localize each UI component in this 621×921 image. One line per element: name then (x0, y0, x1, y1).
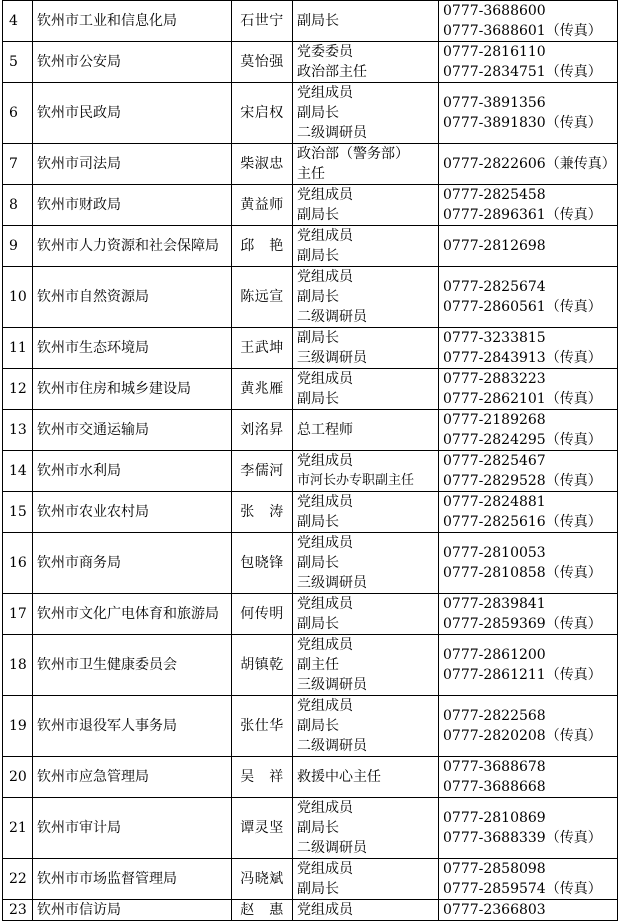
phone-cell (439, 42, 618, 83)
title-line: 副局长 (297, 820, 339, 836)
title-line: 副局长 (297, 248, 339, 264)
title-line: 二级调研员 (297, 309, 367, 325)
title-line: 二级调研员 (297, 125, 367, 141)
title-line: 副局长 (297, 289, 339, 305)
phone-line: 0777-2822606（兼传真） (443, 156, 616, 172)
contact-table (2, 0, 618, 921)
title-cell (293, 226, 439, 267)
table-row (3, 1, 618, 42)
phone-line: 0777-2189268 (443, 412, 546, 428)
table-row (3, 696, 618, 757)
phone-line: 0777-3688678 (443, 759, 546, 775)
title-cell (293, 328, 439, 369)
title-cell (293, 798, 439, 859)
row-number-cell: 13 (3, 410, 33, 451)
phone-cell (439, 144, 618, 185)
table-row (3, 42, 618, 83)
person-name-cell: 邱 艳 (232, 226, 293, 267)
phone-line: 0777-2834751（传真） (443, 64, 602, 80)
person-name-cell: 张仕华 (232, 696, 293, 757)
row-number-cell: 20 (3, 757, 33, 798)
phone-cell (439, 859, 618, 900)
unit-name-cell: 钦州市工业和信息化局 (33, 1, 232, 42)
phone-line: 0777-2825467 (443, 453, 546, 469)
unit-name-cell: 钦州市司法局 (33, 144, 232, 185)
phone-cell (439, 83, 618, 144)
title-line: 党组成员 (297, 269, 353, 285)
table-row (3, 900, 618, 921)
phone-line: 0777-2883223 (443, 371, 546, 387)
unit-name-cell: 钦州市人力资源和社会保障局 (33, 226, 232, 267)
row-number-cell: 16 (3, 533, 33, 594)
title-cell (293, 83, 439, 144)
title-line: 总工程师 (297, 422, 353, 438)
person-name-cell: 谭灵坚 (232, 798, 293, 859)
unit-name-cell: 钦州市文化广电体育和旅游局 (33, 594, 232, 635)
title-line: 副局长 (297, 330, 339, 346)
title-line: 副局长 (297, 207, 339, 223)
phone-line: 0777-2824881 (443, 494, 546, 510)
title-line: 副局长 (297, 555, 339, 571)
phone-line: 0777-3688600 (443, 3, 546, 19)
phone-line: 0777-2810053 (443, 545, 546, 561)
table-row (3, 369, 618, 410)
phone-cell (439, 900, 618, 921)
title-line: 主任 (297, 166, 325, 182)
person-name-cell: 莫怡强 (232, 42, 293, 83)
table-row (3, 226, 618, 267)
table-row (3, 83, 618, 144)
title-cell (293, 492, 439, 533)
phone-cell (439, 533, 618, 594)
phone-line: 0777-2859574（传真） (443, 881, 602, 897)
table-row (3, 757, 618, 798)
unit-name-cell: 钦州市信访局 (33, 900, 232, 921)
person-name-cell: 冯晓斌 (232, 859, 293, 900)
row-number-cell: 5 (3, 42, 33, 83)
table-row (3, 492, 618, 533)
phone-line: 0777-2810858（传真） (443, 565, 602, 581)
title-line: 三级调研员 (297, 575, 367, 591)
title-line: 党组成员 (297, 800, 353, 816)
unit-name-cell: 钦州市公安局 (33, 42, 232, 83)
person-name-cell: 黄兆雁 (232, 369, 293, 410)
phone-line: 0777-3891830（传真） (443, 115, 602, 131)
row-number-cell: 23 (3, 900, 33, 921)
row-number-cell: 10 (3, 267, 33, 328)
table-row (3, 267, 618, 328)
table-row (3, 859, 618, 900)
title-line: 党组成员 (297, 228, 353, 244)
unit-name-cell: 钦州市交通运输局 (33, 410, 232, 451)
person-name-cell: 陈远宣 (232, 267, 293, 328)
phone-line: 0777-2825616（传真） (443, 514, 602, 530)
title-line: 党组成员 (297, 596, 353, 612)
title-line: 党组成员 (297, 637, 353, 653)
title-cell (293, 696, 439, 757)
title-cell (293, 635, 439, 696)
unit-name-cell: 钦州市民政局 (33, 83, 232, 144)
phone-line: 0777-2839841 (443, 596, 546, 612)
title-line: 三级调研员 (297, 677, 367, 693)
unit-name-cell: 钦州市商务局 (33, 533, 232, 594)
title-line: 二级调研员 (297, 738, 367, 754)
title-line: 党组成员 (297, 453, 353, 469)
title-line: 党组成员 (297, 861, 353, 877)
title-line: 副主任 (297, 657, 339, 673)
phone-line: 0777-2861200 (443, 647, 546, 663)
unit-name-cell: 钦州市市场监督管理局 (33, 859, 232, 900)
person-name-cell: 包晓锋 (232, 533, 293, 594)
phone-cell (439, 594, 618, 635)
unit-name-cell: 钦州市水利局 (33, 451, 232, 492)
title-line: 市河长办专职副主任 (297, 473, 415, 488)
title-cell (293, 410, 439, 451)
title-line: 党组成员 (297, 187, 353, 203)
title-line: 副局长 (297, 391, 339, 407)
person-name-cell: 吴 祥 (232, 757, 293, 798)
unit-name-cell: 钦州市退役军人事务局 (33, 696, 232, 757)
phone-line: 0777-2861211（传真） (443, 667, 602, 683)
phone-line: 0777-2862101（传真） (443, 391, 602, 407)
title-line: 政治部（警务部） (297, 146, 409, 162)
row-number-cell: 22 (3, 859, 33, 900)
title-line: 副局长 (297, 514, 339, 530)
title-cell (293, 185, 439, 226)
table-body (3, 1, 618, 921)
unit-name-cell: 钦州市财政局 (33, 185, 232, 226)
title-line: 副局长 (297, 616, 339, 632)
unit-name-cell: 钦州市审计局 (33, 798, 232, 859)
row-number-cell: 12 (3, 369, 33, 410)
table-row (3, 185, 618, 226)
row-number-cell: 19 (3, 696, 33, 757)
phone-line: 0777-2896361（传真） (443, 207, 602, 223)
phone-line: 0777-2859369（传真） (443, 616, 602, 632)
phone-line: 0777-3688668 (443, 779, 546, 795)
title-line: 二级调研员 (297, 840, 367, 856)
title-cell (293, 859, 439, 900)
person-name-cell: 张 涛 (232, 492, 293, 533)
row-number-cell: 18 (3, 635, 33, 696)
title-line: 三级调研员 (297, 350, 367, 366)
title-cell (293, 594, 439, 635)
person-name-cell: 何传明 (232, 594, 293, 635)
table-row (3, 594, 618, 635)
person-name-cell: 赵 惠 (232, 900, 293, 921)
person-name-cell: 石世宁 (232, 1, 293, 42)
row-number-cell: 7 (3, 144, 33, 185)
title-line: 党组成员 (297, 371, 353, 387)
phone-line: 0777-2858098 (443, 861, 546, 877)
row-number-cell: 21 (3, 798, 33, 859)
phone-line: 0777-2843913（传真） (443, 350, 602, 366)
person-name-cell: 胡镇乾 (232, 635, 293, 696)
title-line: 党委委员 (297, 44, 353, 60)
title-line: 副局长 (297, 881, 339, 897)
unit-name-cell: 钦州市住房和城乡建设局 (33, 369, 232, 410)
phone-line: 0777-2820208（传真） (443, 728, 602, 744)
phone-line: 0777-2812698 (443, 238, 546, 254)
phone-cell (439, 267, 618, 328)
table-row (3, 328, 618, 369)
unit-name-cell: 钦州市自然资源局 (33, 267, 232, 328)
table-row (3, 533, 618, 594)
row-number-cell: 4 (3, 1, 33, 42)
title-cell (293, 451, 439, 492)
phone-line: 0777-3688339（传真） (443, 830, 602, 846)
title-cell (293, 369, 439, 410)
phone-cell (439, 798, 618, 859)
phone-line: 0777-2824295（传真） (443, 432, 602, 448)
row-number-cell: 8 (3, 185, 33, 226)
title-line: 党组成员 (297, 494, 353, 510)
phone-cell (439, 369, 618, 410)
person-name-cell: 宋启权 (232, 83, 293, 144)
phone-line: 0777-2860561（传真） (443, 299, 602, 315)
phone-cell (439, 492, 618, 533)
person-name-cell: 刘洺昇 (232, 410, 293, 451)
phone-line: 0777-2825458 (443, 187, 546, 203)
row-number-cell: 17 (3, 594, 33, 635)
title-cell (293, 144, 439, 185)
phone-line: 0777-3891356 (443, 95, 546, 111)
phone-line: 0777-2825674 (443, 279, 546, 295)
title-cell (293, 757, 439, 798)
table-row (3, 144, 618, 185)
phone-line: 0777-2822568 (443, 708, 546, 724)
title-cell (293, 267, 439, 328)
phone-cell (439, 328, 618, 369)
phone-cell (439, 757, 618, 798)
phone-cell (439, 1, 618, 42)
phone-line: 0777-2810869 (443, 810, 546, 826)
title-line: 副局长 (297, 718, 339, 734)
phone-cell (439, 451, 618, 492)
title-line: 党组成员 (297, 535, 353, 551)
table-row (3, 410, 618, 451)
phone-cell (439, 410, 618, 451)
row-number-cell: 11 (3, 328, 33, 369)
row-number-cell: 14 (3, 451, 33, 492)
phone-line: 0777-2816110 (443, 44, 546, 60)
phone-line: 0777-3688601（传真） (443, 23, 602, 39)
row-number-cell: 9 (3, 226, 33, 267)
phone-line: 0777-3233815 (443, 330, 546, 346)
title-line: 政治部主任 (297, 64, 367, 80)
title-line: 副局长 (297, 105, 339, 121)
phone-cell (439, 226, 618, 267)
phone-line: 0777-2829528（传真） (443, 473, 602, 489)
title-line: 党组成员 (297, 698, 353, 714)
title-line: 党组成员 (297, 902, 353, 918)
row-number-cell: 15 (3, 492, 33, 533)
phone-cell (439, 185, 618, 226)
title-line: 救援中心主任 (297, 769, 381, 785)
person-name-cell: 黄益师 (232, 185, 293, 226)
person-name-cell: 李儒河 (232, 451, 293, 492)
title-cell (293, 1, 439, 42)
unit-name-cell: 钦州市应急管理局 (33, 757, 232, 798)
person-name-cell: 王武坤 (232, 328, 293, 369)
phone-cell (439, 635, 618, 696)
title-cell (293, 900, 439, 921)
unit-name-cell: 钦州市农业农村局 (33, 492, 232, 533)
table-row (3, 635, 618, 696)
title-line: 党组成员 (297, 85, 353, 101)
table-row (3, 798, 618, 859)
table-row (3, 451, 618, 492)
person-name-cell: 柴淑忠 (232, 144, 293, 185)
phone-line: 0777-2366803 (443, 902, 546, 918)
title-cell (293, 42, 439, 83)
title-line: 副局长 (297, 13, 339, 29)
unit-name-cell: 钦州市生态环境局 (33, 328, 232, 369)
unit-name-cell: 钦州市卫生健康委员会 (33, 635, 232, 696)
title-cell (293, 533, 439, 594)
row-number-cell: 6 (3, 83, 33, 144)
phone-cell (439, 696, 618, 757)
